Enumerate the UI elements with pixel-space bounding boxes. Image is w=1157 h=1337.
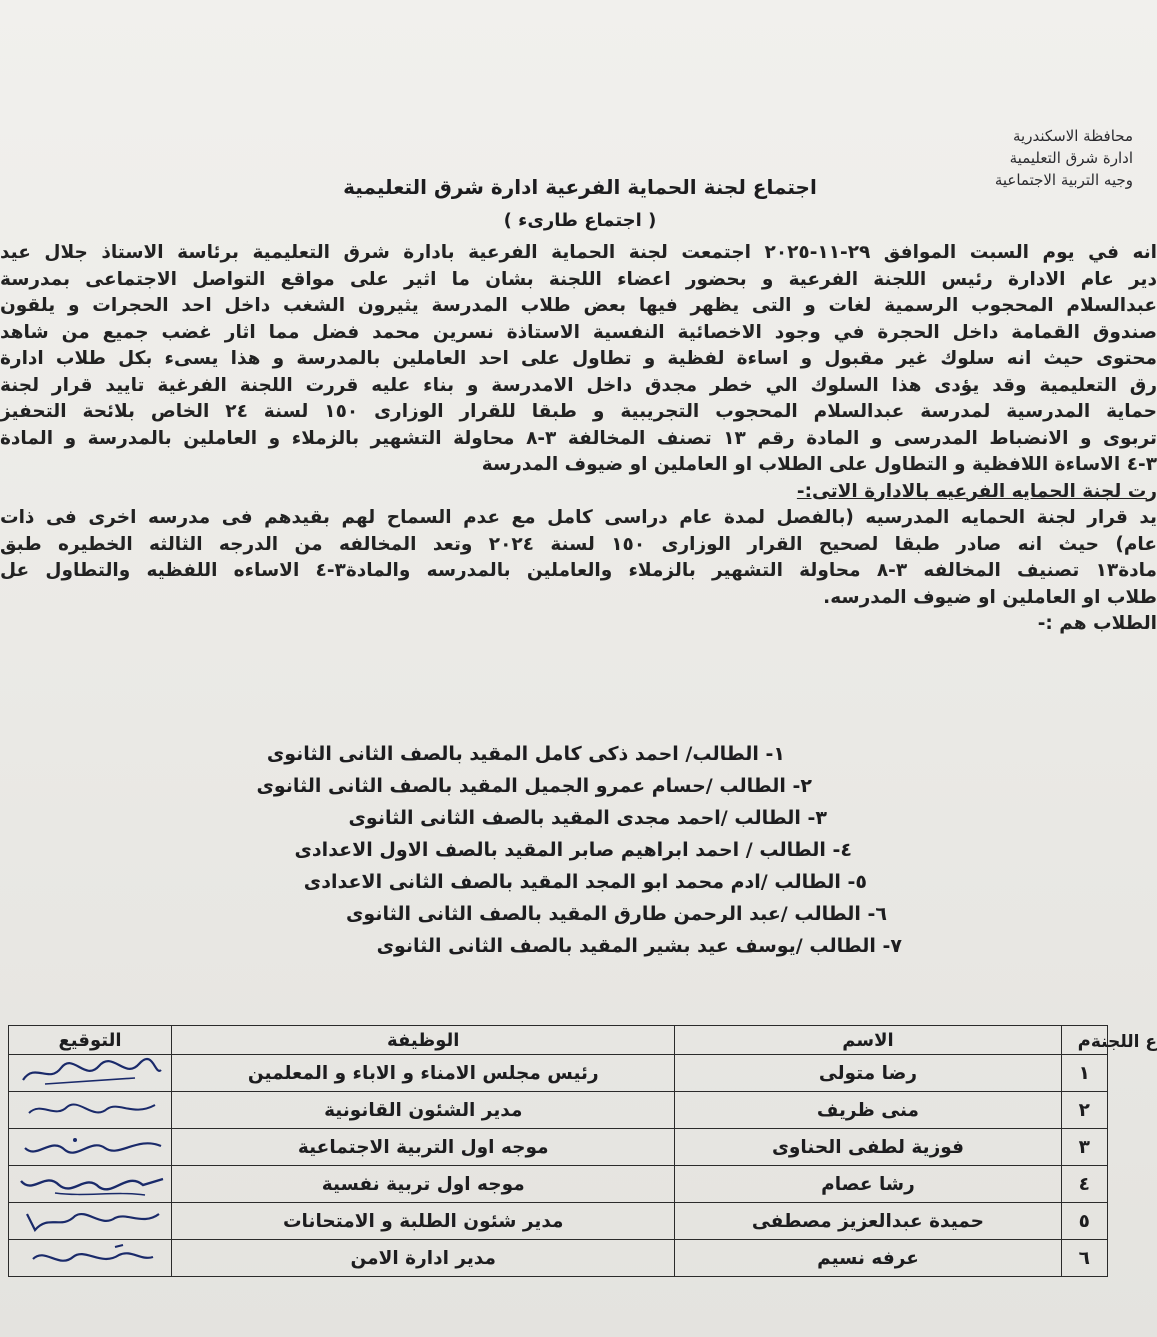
handwritten-signature-icon: [15, 1167, 165, 1201]
handwritten-signature-icon: [15, 1056, 165, 1090]
header-name: الاسم: [675, 1026, 1061, 1055]
body-line: محتوى حيث انه سلوك غير مقبول و اساءة لفظية و تطاول على احد العاملين بالمدرسة و هذا يسىء بكل طلاب ادارة: [0, 348, 1157, 369]
student-item: ٧- الطالب /يوسف عيد بشير المقيد بالصف الثانى الثانوى: [376, 935, 902, 957]
committee-signature-table: [8, 1025, 1108, 1277]
table-row: [9, 1203, 1108, 1240]
member-name: فوزية لطفى الحناوى: [675, 1129, 1061, 1166]
students-list: [0, 738, 1157, 962]
org-line: محافظة الاسكندرية: [1012, 127, 1133, 145]
student-item: ١- الطالب/ احمد ذكى كامل المقيد بالصف الثانى الثانوى: [266, 743, 785, 765]
table-row: [9, 1092, 1108, 1129]
body-line: عبدالسلام المحجوب الرسمية لغات و التى يظهر فيها بعض طلاب المدرسة يثيرون الشغب داخل احد الحجرات و يلقون: [0, 295, 1157, 316]
table-row: [9, 1129, 1108, 1166]
member-signature: [9, 1129, 172, 1166]
body-line: عام) حيث انه صادر طبقا لصحيح القرار الوزارى ١٥٠ لسنة ٢٠٢٤ وتعد المخالفه من الدرجه الثالثه الخطيره طبق: [0, 533, 1157, 555]
document-title: اجتماع لجنة الحماية الفرعية ادارة شرق التعليمية: [343, 175, 817, 199]
member-signature: [9, 1166, 172, 1203]
body-line: مادة١٣ تصنيف المخالفه ٣-٨ محاولة التشهير بالزملاء والعاملين بالمدرسه والمادة٣-٤ الاساءه اللفظيه والتطاول عل: [0, 560, 1157, 581]
body-line: انه في يوم السبت الموافق ٢٩-١١-٢٠٢٥ اجتمعت لجنة الحماية الفرعية بادارة شرق التعليمية برئاسة الاستاذ جلال عيد: [0, 242, 1157, 263]
row-num: ٤: [1061, 1166, 1108, 1203]
meeting-minutes-body: [0, 240, 1157, 638]
member-signature: [9, 1203, 172, 1240]
member-name: حميدة عبدالعزيز مصطفى: [675, 1203, 1061, 1240]
member-job: مدير ادارة الامن: [172, 1240, 675, 1277]
table-header-row: [9, 1026, 1108, 1055]
row-num: ٦: [1061, 1240, 1108, 1277]
student-item: ٦- الطالب /عبد الرحمن طارق المقيد بالصف الثانى الثانوى: [346, 903, 887, 925]
student-item: ٤- الطالب / احمد ابراهيم صابر المقيد بالصف الاول الاعدادى: [294, 839, 852, 861]
row-num: ٥: [1061, 1203, 1108, 1240]
row-num: ٢: [1061, 1092, 1108, 1129]
body-line: رق التعليمية وقد يؤدى هذا السلوك الي خطر مجدق داخل الامدرسة و بناء عليه قررت اللجنة الفرغية تاييد قرار لجنة: [0, 374, 1157, 396]
body-line: صندوق القمامة داخل الحجرة في وجود الاخصائية النفسية الاستاذة نسرين محمد فضل مما اثار غضب جميع من شاهد: [0, 321, 1157, 343]
students-heading: الطلاب هم :-: [1037, 613, 1157, 634]
member-job: مدير شئون الطلبة و الامتحانات: [172, 1203, 675, 1240]
body-line: ٣-٤ الاساءة اللافظية و التطاول على الطلاب او العاملين او ضيوف المدرسة: [481, 454, 1157, 475]
handwritten-signature-icon: [15, 1241, 165, 1275]
member-name: رشا عصام: [675, 1166, 1061, 1203]
org-line: وجيه التربية الاجتماعية: [994, 171, 1133, 189]
table-row: [9, 1240, 1108, 1277]
header-num: م: [1061, 1026, 1108, 1055]
body-line: طلاب او العاملين او ضيوف المدرسه.: [823, 586, 1157, 608]
member-job: موجه اول التربية الاجتماعية: [172, 1129, 675, 1166]
body-line: تربوى و الانضباط المدرسى و المادة رقم ١٣ تصنف المخالفة ٣-٨ محاولة التشهير بالزملاء و العاملين بالمدرسة و المادة: [0, 427, 1157, 449]
student-item: ٣- الطالب /احمد مجدى المقيد بالصف الثانى الثانوى: [348, 807, 827, 829]
header-signature: التوقيع: [9, 1026, 172, 1055]
header-job: الوظيفة: [172, 1026, 675, 1055]
member-job: رئيس مجلس الامناء و الاباء و المعلمين: [172, 1055, 675, 1092]
member-name: عرفه نسيم: [675, 1240, 1061, 1277]
member-signature: [9, 1055, 172, 1092]
member-signature: [9, 1092, 172, 1129]
organization-header: [995, 125, 1133, 191]
committee-label: ع اللجنة: [1090, 1032, 1157, 1052]
table-row: [9, 1055, 1108, 1092]
member-name: منى ظريف: [675, 1092, 1061, 1129]
member-signature: [9, 1240, 172, 1277]
row-num: ١: [1061, 1055, 1108, 1092]
row-num: ٣: [1061, 1129, 1108, 1166]
student-item: ٥- الطالب /ادم محمد ابو المجد المقيد بالصف الثانى الاعدادى: [303, 871, 867, 893]
member-name: رضا متولى: [675, 1055, 1061, 1092]
body-line: حماية المدرسية لمدرسة عبدالسلام المحجوب التجريبية و طبقا للقرار الوزارى ١٥٠ لسنة ٢٤ الخاص بلائحة التحفيز: [0, 401, 1157, 422]
student-item: ٢- الطالب /حسام عمرو الجميل المقيد بالصف الثانى الثانوى: [256, 775, 812, 797]
handwritten-signature-icon: [15, 1130, 165, 1164]
body-line: يد قرار لجنة الحمايه المدرسيه (بالفصل لمدة عام دراسى كامل مع عدم السماح لهم بقيدهم فى مدرسه اخرى فى ذات: [0, 507, 1157, 528]
decision-heading: رت لجنة الحمايه الفرعيه بالادارة الاتى:-: [796, 480, 1157, 502]
org-line: ادارة شرق التعليمية: [1009, 149, 1133, 167]
body-line: دير عام الادارة رئيس اللجنة الفرعية و بحضور اعضاء اللجنة بشان ما اثير على مواقع التواصل الاجتماعى بمدرسة: [0, 268, 1157, 290]
handwritten-signature-icon: [15, 1093, 165, 1127]
handwritten-signature-icon: [15, 1204, 165, 1238]
member-job: موجه اول تربية نفسية: [172, 1166, 675, 1203]
table-row: [9, 1166, 1108, 1203]
member-job: مدير الشئون القانونية: [172, 1092, 675, 1129]
document-subtitle: ( اجتماع طارىء ): [503, 210, 657, 231]
